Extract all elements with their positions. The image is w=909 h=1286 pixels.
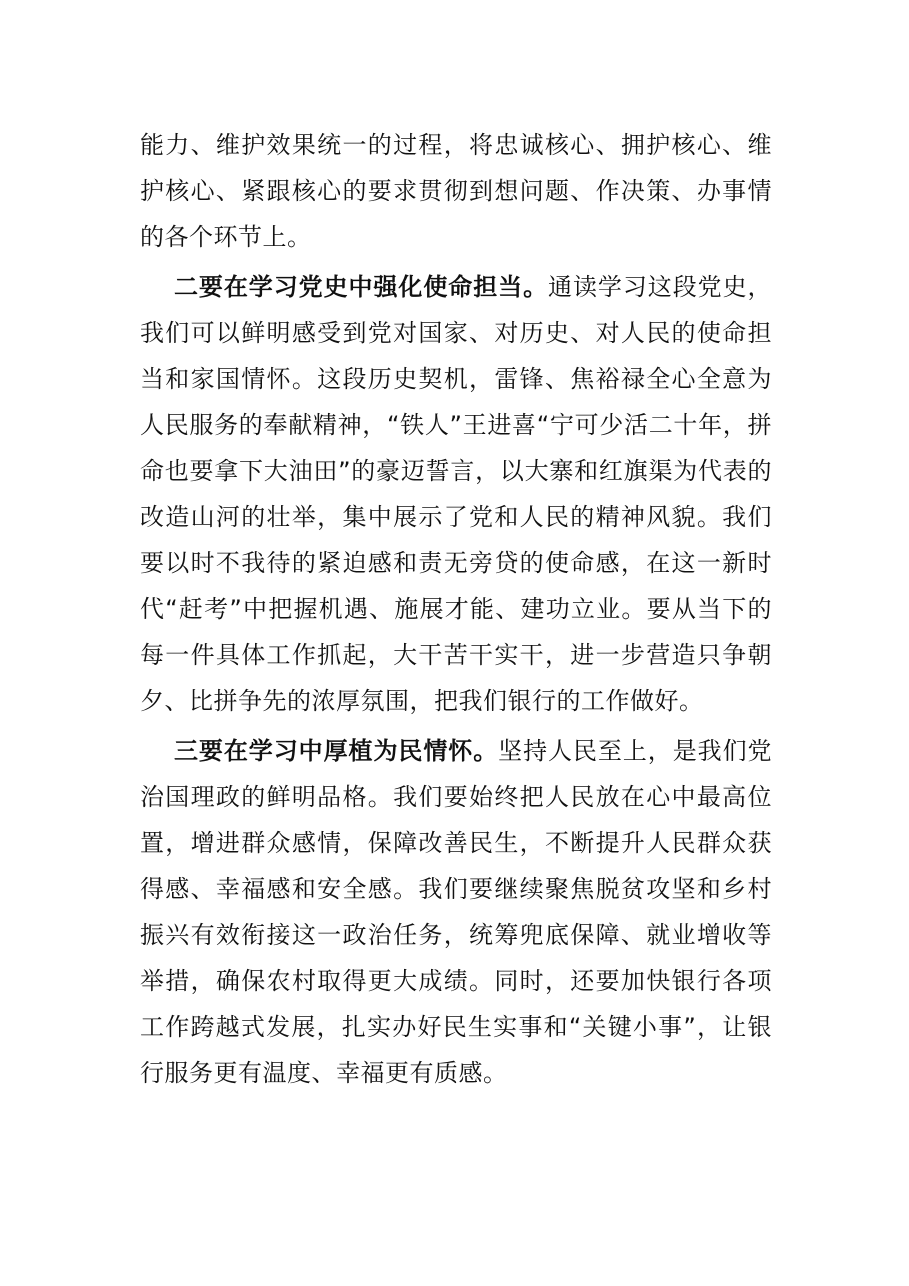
paragraph-people	[140, 728, 772, 1096]
paragraph-text: 通读学习这段党史，我们可以鲜明感受到党对国家、对历史、对人民的使命担当和家国情怀。这段历史契机，雷锋、焦裕禄全心全意为人民服务的奉献精神，“铁人”王进喜“宁可少活二十年，拼命也要拿下大油田”的豪迈誓言，以大寨和红旗渠为代表的改造山河的壮举，集中展示了党和人民的精神风貌。我们要以时不我待的紧迫感和责无旁贷的使命感，在这一新时代“赶考”中把握机遇、施展才能、建功立业。要从当下的每一件具体工作抓起，大干苦干实干，进一步营造只争朝夕、比拼争先的浓厚氛围，把我们银行的工作做好。	[140, 273, 773, 715]
paragraph-heading: 三要在学习中厚植为民情怀。	[174, 737, 499, 765]
document-page	[140, 122, 772, 1100]
paragraph-mission	[140, 264, 772, 724]
paragraph-text: 坚持人民至上，是我们党治国理政的鲜明品格。我们要始终把人民放在心中最高位置，增进群众感情，保障改善民生，不断提升人民群众获得感、幸福感和安全感。我们要继续聚焦脱贫攻坚和乡村振兴有效衔接这一政治任务，统筹兜底保障、就业增收等举措，确保农村取得更大成绩。同时，还要加快银行各项工作跨越式发展，扎实办好民生实事和“关键小事”，让银行服务更有温度、幸福更有质感。	[140, 737, 773, 1087]
paragraph-text: 能力、维护效果统一的过程，将忠诚核心、拥护核心、维护核心、紧跟核心的要求贯彻到想问题、作决策、办事情的各个环节上。	[140, 131, 772, 251]
paragraph-heading: 二要在学习党史中强化使命担当。	[174, 273, 549, 301]
paragraph-continuation	[140, 122, 772, 260]
